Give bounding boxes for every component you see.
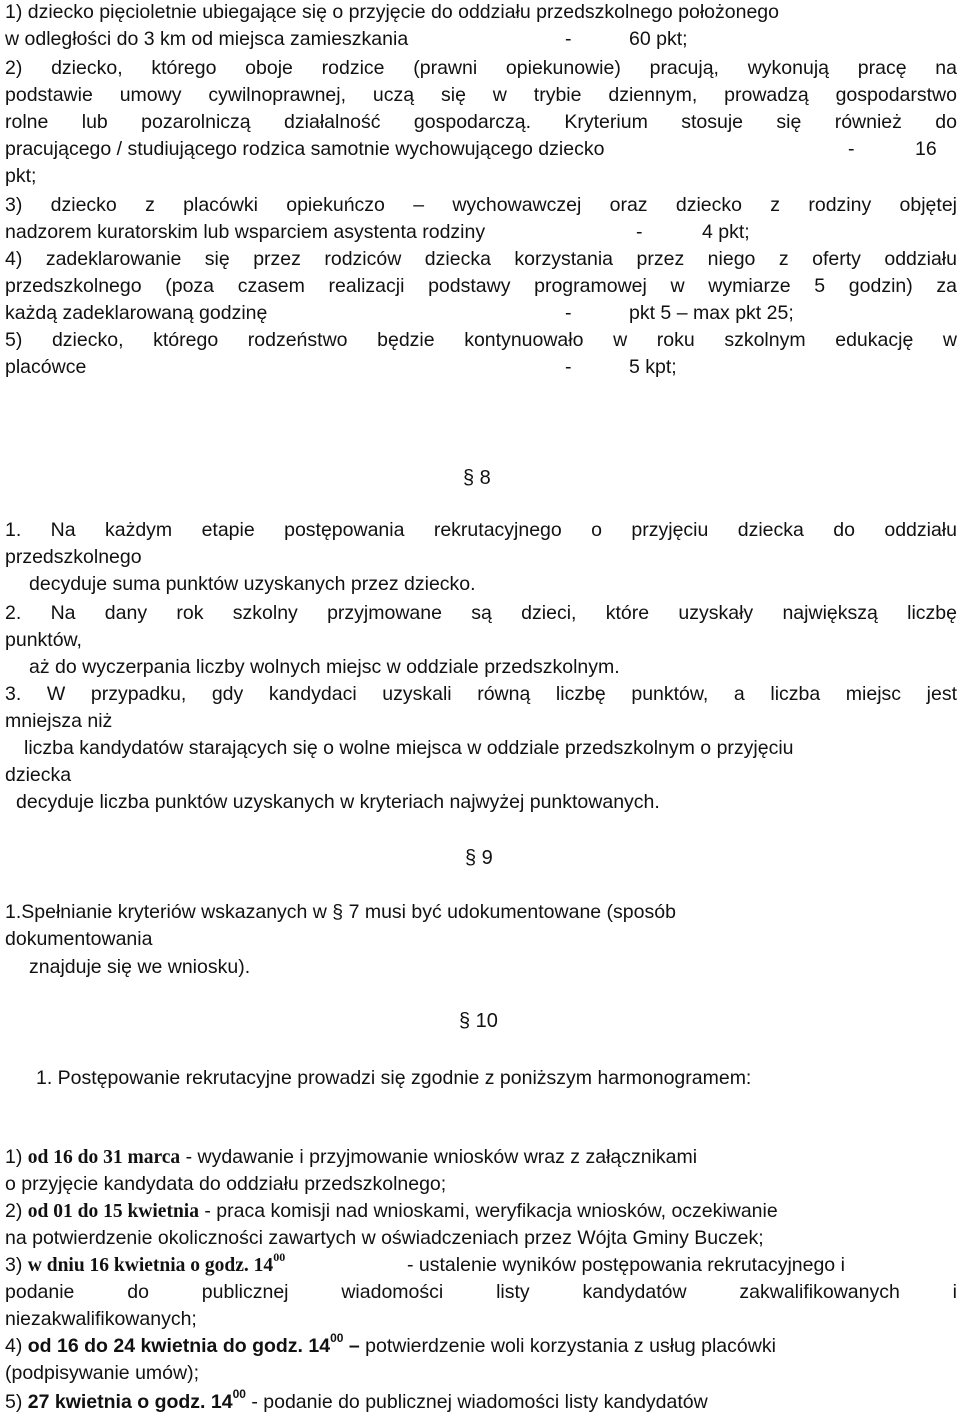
- section-8-p3-line-4: dziecka: [5, 764, 72, 786]
- schedule-5-line-1: [5, 1387, 708, 1414]
- schedule-3-superscript: 00: [273, 1250, 286, 1264]
- section-10-heading: § 10: [459, 1010, 498, 1032]
- schedule-1-date: od 16 do 31 marca: [27, 1147, 181, 1168]
- criterion-4-points: pkt 5 – max pkt 25;: [629, 302, 794, 324]
- criterion-4-dash: -: [565, 302, 572, 324]
- criterion-1-points: 60 pkt;: [629, 28, 688, 50]
- criterion-4-text: każdą zadeklarowaną godzinę: [5, 302, 268, 324]
- section-8-p2-line-1: 2. Na dany rok szkolny przyjmowane są dzieci, które uzyskały największą liczbę: [5, 602, 957, 624]
- schedule-2-line-1: [5, 1199, 778, 1224]
- section-8-p1-line-1: 1. Na każdym etapie postępowania rekrutacyjnego o przyjęciu dziecka do oddziału: [5, 519, 957, 541]
- criterion-3-points: 4 pkt;: [702, 221, 750, 243]
- criterion-4-line-1: 4) zadeklarowanie się przez rodziców dziecka korzystania przez niego z oferty oddziału: [5, 248, 957, 270]
- criterion-5-line-1: 5) dziecko, którego rodzeństwo będzie kontynuowało w roku szkolnym edukację w: [5, 329, 957, 351]
- section-10-p1: 1. Postępowanie rekrutacyjne prowadzi się zgodnie z poniższym harmonogramem:: [36, 1067, 752, 1089]
- criterion-3-line-1: 3) dziecko z placówki opiekuńczo – wychowawczej oraz dziecko z rodziny objętej: [5, 194, 957, 216]
- schedule-2-date: od 01 do 15 kwietnia: [27, 1201, 199, 1222]
- criterion-2-text: pracującego / studiującego rodzica samotnie wychowującego dziecko: [5, 138, 605, 160]
- schedule-2-text: - praca komisji nad wnioskami, weryfikacja wniosków, oczekiwanie: [204, 1200, 778, 1222]
- schedule-3-line-3: niezakwalifikowanych;: [5, 1308, 197, 1330]
- section-8-p2-line-2: punktów,: [5, 629, 82, 651]
- criterion-4-line-3: [5, 301, 794, 325]
- section-9-p1-line-3: znajduje się we wniosku).: [29, 956, 251, 978]
- criterion-3-dash: -: [636, 221, 643, 243]
- criterion-1-line-2: [5, 27, 688, 51]
- schedule-4-dash: –: [348, 1335, 360, 1357]
- schedule-3-line-1: [5, 1250, 845, 1278]
- criterion-1-dash: -: [565, 28, 572, 50]
- criterion-5-points: 5 kpt;: [629, 356, 677, 378]
- schedule-2-number: 2): [5, 1200, 23, 1222]
- criterion-4-line-2: przedszkolnego (poza czasem realizacji podstawy programowej w wymiarze 5 godzin) za: [5, 275, 957, 297]
- schedule-5-superscript: 00: [232, 1387, 246, 1401]
- criterion-2-line-5: pkt;: [5, 165, 37, 187]
- schedule-4-text: potwierdzenie woli korzystania z usług placówki: [365, 1335, 776, 1357]
- schedule-1-text: - wydawanie i przyjmowanie wniosków wraz z załącznikami: [185, 1146, 698, 1168]
- criterion-1-line-1: 1) dziecko pięcioletnie ubiegające się o przyjęcie do oddziału przedszkolnego położonego: [5, 1, 780, 23]
- section-8-p2-line-3: aż do wyczerpania liczby wolnych miejsc w oddziale przedszkolnym.: [29, 656, 620, 678]
- criterion-1-text: w odległości do 3 km od miejsca zamieszkania: [5, 28, 409, 50]
- schedule-4-superscript: 00: [330, 1331, 344, 1345]
- section-8-p3-line-1: 3. W przypadku, gdy kandydaci uzyskali równą liczbę punktów, a liczba miejsc jest: [5, 683, 957, 705]
- section-8-p3-line-3: liczba kandydatów starających się o wolne miejsca w oddziale przedszkolnym o przyjęciu: [24, 737, 794, 759]
- schedule-3-number: 3): [5, 1254, 23, 1276]
- criterion-2-line-4: [5, 137, 937, 161]
- criterion-3-line-2: [5, 220, 750, 244]
- section-8-p3-line-2: mniejsza niż: [5, 710, 113, 732]
- schedule-2-line-2: na potwierdzenie okoliczności zawartych w oświadczeniach przez Wójta Gminy Buczek;: [5, 1227, 764, 1249]
- section-9-heading: § 9: [465, 847, 493, 869]
- schedule-1-line-1: [5, 1145, 697, 1170]
- section-8-p1-line-2: przedszkolnego: [5, 546, 142, 568]
- criterion-2-line-2: podstawie umowy cywilnoprawnej, uczą się w trybie dziennym, prowadzą gospodarstwo: [5, 84, 957, 106]
- section-8-heading: § 8: [463, 467, 491, 489]
- criterion-2-points: 16: [915, 138, 937, 160]
- criterion-2-line-3: rolne lub pozarolniczą działalność gospodarczą. Kryterium stosuje się również do: [5, 111, 957, 133]
- schedule-5-date: 27 kwietnia o godz. 14: [27, 1391, 233, 1413]
- schedule-3-text: - ustalenie wyników postępowania rekrutacyjnego i: [407, 1254, 845, 1276]
- criterion-5-text: placówce: [5, 356, 87, 378]
- schedule-4-line-2: (podpisywanie umów);: [5, 1362, 200, 1384]
- criterion-5-dash: -: [565, 356, 572, 378]
- criterion-3-text: nadzorem kuratorskim lub wsparciem asystenta rodziny: [5, 221, 486, 243]
- schedule-3-date: w dniu 16 kwietnia o godz. 14: [27, 1255, 274, 1276]
- criterion-2-dash: -: [848, 138, 855, 160]
- section-9-p1-line-2: dokumentowania: [5, 928, 153, 950]
- schedule-4-line-1: [5, 1331, 776, 1358]
- schedule-5-number: 5): [5, 1391, 23, 1413]
- schedule-4-date: od 16 do 24 kwietnia do godz. 14: [27, 1335, 331, 1357]
- schedule-1-line-2: o przyjęcie kandydata do oddziału przedszkolnego;: [5, 1173, 447, 1195]
- section-8-p3-line-5: decyduje liczba punktów uzyskanych w kryteriach najwyżej punktowanych.: [16, 791, 660, 813]
- criterion-2-line-1: 2) dziecko, którego oboje rodzice (prawni opiekunowie) pracują, wykonują pracę na: [5, 57, 957, 79]
- schedule-4-number: 4): [5, 1335, 23, 1357]
- schedule-5-text: - podanie do publicznej wiadomości listy kandydatów: [251, 1391, 708, 1413]
- section-8-p1-line-3: decyduje suma punktów uzyskanych przez dziecko.: [29, 573, 476, 595]
- schedule-3-line-2: podanie do publicznej wiadomości listy kandydatów zakwalifikowanych i: [5, 1281, 957, 1303]
- section-9-p1-line-1: 1.Spełnianie kryteriów wskazanych w § 7 musi być udokumentowane (sposób: [5, 901, 676, 923]
- schedule-1-number: 1): [5, 1146, 23, 1168]
- criterion-5-line-2: [5, 355, 677, 379]
